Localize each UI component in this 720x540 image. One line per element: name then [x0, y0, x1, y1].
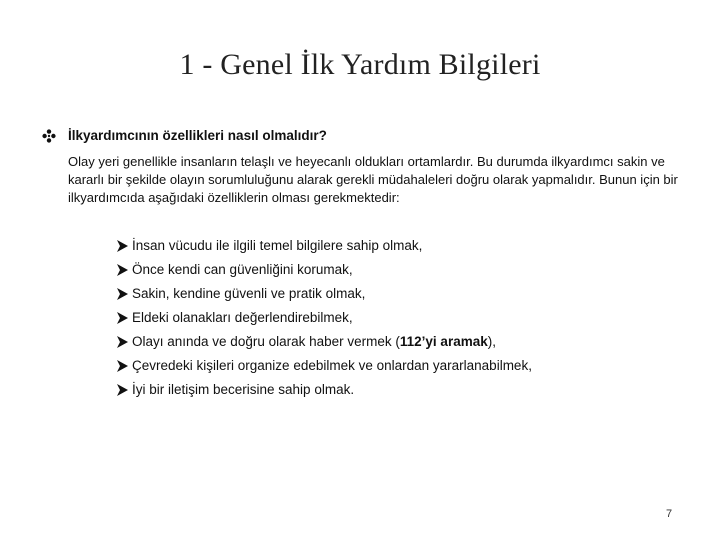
diamond-bullet-icon: [42, 129, 56, 143]
arrow-bullet-icon: [117, 240, 128, 252]
list-item-text: Sakin, kendine güvenli ve pratik olmak,: [132, 286, 366, 301]
list-item: [117, 356, 677, 380]
list-item-text: Önce kendi can güvenliğini korumak,: [132, 262, 353, 277]
arrow-bullet-icon: [117, 288, 128, 300]
page-number: 7: [666, 508, 673, 520]
slide-title: 1 - Genel İlk Yardım Bilgileri: [179, 48, 541, 81]
list-item: [117, 332, 677, 356]
list-item: [117, 260, 677, 284]
arrow-bullet-icon: [117, 312, 128, 324]
body-paragraph: Olay yeri genellikle insanların telaşlı ve heyecanlı oldukları ortamlardır. Bu durumda ilkyardımcı sakin ve kararlı bir şekilde olayın sorumluluğunu alarak gerekli müdahaleleri doğru olarak yapmalıdır. Bunun için bir ilkyardımcıda aşağıdaki özelliklerin olması gerekmektedir:: [68, 154, 678, 205]
arrow-bullet-icon: [117, 336, 128, 348]
list-item: [117, 236, 677, 260]
list-item-text: İyi bir iletişim becerisine sahip olmak.: [132, 382, 355, 397]
list-item: [117, 308, 677, 332]
list-item: [117, 284, 677, 308]
emergency-number-text: 112’yi aramak: [399, 334, 488, 349]
arrow-bullet-icon: [117, 360, 128, 372]
list-item-text: [132, 334, 496, 349]
qualities-list: [117, 236, 677, 404]
list-item-text: Eldeki olanakları değerlendirebilmek,: [132, 310, 353, 325]
list-item-text: İnsan vücudu ile ilgili temel bilgilere sahip olmak,: [132, 238, 423, 253]
arrow-bullet-icon: [117, 264, 128, 276]
list-item-text: Çevredeki kişileri organize edebilmek ve onlardan yararlanabilmek,: [132, 358, 532, 373]
list-item: [117, 380, 677, 404]
arrow-bullet-icon: [117, 384, 128, 396]
list-item-text-prefix: Olayı anında ve doğru olarak haber vermek (: [132, 334, 400, 349]
question-heading: İlkyardımcının özellikleri nasıl olmalıdır?: [68, 128, 327, 143]
list-item-text-suffix: ),: [487, 334, 496, 349]
